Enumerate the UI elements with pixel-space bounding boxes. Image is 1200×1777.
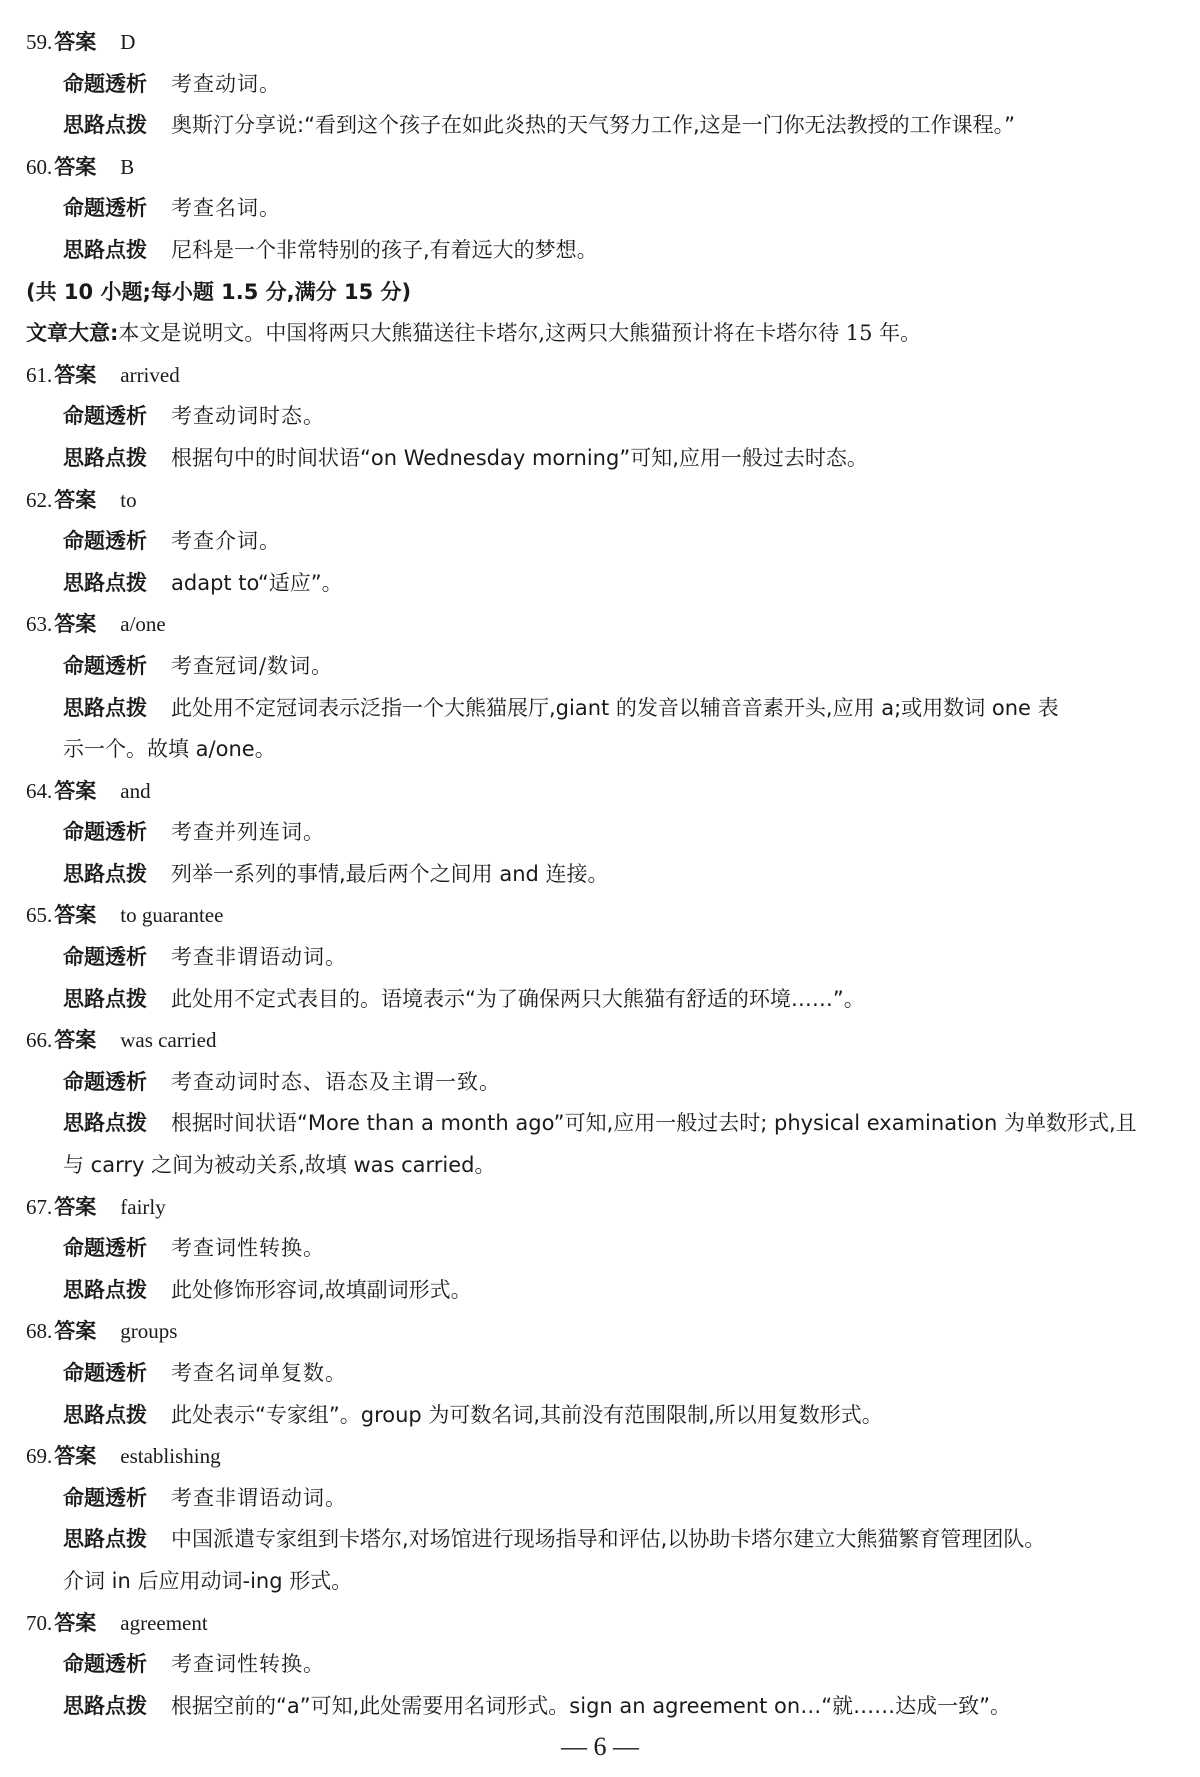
q68-answer: groups — [120, 1319, 178, 1344]
q69-answer-line — [26, 1436, 1180, 1478]
q60-tip: 尼科是一个非常特别的孩子,有着远大的梦想。 — [171, 237, 598, 262]
q67-analysis-line — [26, 1228, 1180, 1270]
q70-number: 70. — [26, 1610, 53, 1635]
q64-analysis: 考查并列连词。 — [171, 820, 325, 845]
q59-tip-line — [26, 105, 1180, 147]
q63-tip-continuation — [26, 729, 1180, 771]
q66-tip: 根据时间状语“More than a month ago”可知,应用一般过去时; physical examination 为单数形式,且 — [171, 1111, 1137, 1136]
q70-answer: agreement — [120, 1610, 208, 1635]
q69-analysis: 考查非谓语动词。 — [171, 1485, 347, 1510]
q61-analysis: 考查动词时态。 — [171, 404, 325, 429]
q63-tip-cont: 示一个。故填 a/one。 — [63, 737, 276, 762]
q59-analysis-line — [26, 64, 1180, 106]
q68-tip: 此处表示“专家组”。group 为可数名词,其前没有范围限制,所以用复数形式。 — [171, 1402, 883, 1427]
q65-tip: 此处用不定式表目的。语境表示“为了确保两只大熊猫有舒适的环境……”。 — [171, 986, 865, 1011]
q64-answer-line — [26, 771, 1180, 813]
q67-answer-line — [26, 1187, 1180, 1229]
q70-tip: 根据空前的“a”可知,此处需要用名词形式。sign an agreement on…“就……达成一致”。 — [171, 1693, 1011, 1718]
q66-number: 66. — [26, 1028, 53, 1053]
q63-tip-line — [26, 688, 1180, 730]
q66-analysis: 考查动词时态、语态及主谓一致。 — [171, 1069, 501, 1094]
q67-analysis: 考查词性转换。 — [171, 1236, 325, 1261]
article-summary: 本文是说明文。中国将两只大熊猫送往卡塔尔,这两只大熊猫预计将在卡塔尔待 15 年。 — [118, 321, 922, 346]
q61-tip-line — [26, 438, 1180, 480]
q65-analysis: 考查非谓语动词。 — [171, 945, 347, 970]
q70-analysis: 考查词性转换。 — [171, 1652, 325, 1677]
q67-tip: 此处修饰形容词,故填副词形式。 — [171, 1277, 472, 1302]
answer-label: 答案 — [54, 1444, 97, 1469]
q69-tip-line — [26, 1519, 1180, 1561]
q70-tip-line — [26, 1686, 1180, 1728]
q62-tip: adapt to“适应”。 — [171, 570, 343, 595]
tip-label: 思路点拨 — [63, 986, 147, 1011]
q60-analysis: 考查名词。 — [171, 196, 281, 221]
answer-label: 答案 — [54, 612, 97, 637]
q60-number: 60. — [26, 154, 53, 179]
q63-answer: a/one — [120, 612, 166, 637]
q66-tip-continuation — [26, 1145, 1180, 1187]
q63-tip: 此处用不定冠词表示泛指一个大熊猫展厅,giant 的发音以辅音音素开头,应用 a;或用数词 one 表 — [171, 695, 1059, 720]
q67-tip-line — [26, 1270, 1180, 1312]
answer-label: 答案 — [54, 1194, 97, 1219]
section-note: (共 10 小题;每小题 1.5 分,满分 15 分) — [26, 279, 412, 304]
tip-label: 思路点拨 — [63, 695, 147, 720]
q65-answer: to guarantee — [120, 903, 224, 928]
answer-label: 答案 — [54, 154, 97, 179]
analysis-label: 命题透析 — [63, 1236, 147, 1261]
analysis-label: 命题透析 — [63, 529, 147, 554]
q59-tip: 奥斯汀分享说:“看到这个孩子在如此炎热的天气努力工作,这是一门你无法教授的工作课程。” — [171, 113, 1016, 138]
q69-tip: 中国派遣专家组到卡塔尔,对场馆进行现场指导和评估,以协助卡塔尔建立大熊猫繁育管理团队。 — [171, 1527, 1046, 1552]
q66-answer: was carried — [120, 1028, 217, 1053]
q60-analysis-line — [26, 188, 1180, 230]
answer-label: 答案 — [54, 1028, 97, 1053]
q59-analysis: 考查动词。 — [171, 71, 281, 96]
q68-number: 68. — [26, 1319, 53, 1344]
q68-tip-line — [26, 1395, 1180, 1437]
q65-tip-line — [26, 979, 1180, 1021]
analysis-label: 命题透析 — [63, 71, 147, 96]
analysis-label: 命题透析 — [63, 945, 147, 970]
q59-number: 59. — [26, 30, 53, 54]
q66-analysis-line — [26, 1062, 1180, 1104]
q62-number: 62. — [26, 487, 53, 512]
tip-label: 思路点拨 — [63, 1402, 147, 1427]
q59-answer: D — [120, 30, 136, 54]
q62-analysis-line — [26, 521, 1180, 563]
q68-answer-line — [26, 1311, 1180, 1353]
q62-analysis: 考查介词。 — [171, 529, 281, 554]
q60-answer-line — [26, 147, 1180, 189]
q69-tip-cont: 介词 in 后应用动词-ing 形式。 — [63, 1568, 353, 1593]
q62-answer: to — [120, 487, 137, 512]
q63-analysis: 考查冠词/数词。 — [171, 653, 334, 678]
q68-analysis: 考查名词单复数。 — [171, 1361, 347, 1385]
q65-analysis-line — [26, 937, 1180, 979]
q70-analysis-line — [26, 1644, 1180, 1686]
tip-label: 思路点拨 — [63, 861, 147, 886]
q64-number: 64. — [26, 778, 53, 803]
tip-label: 思路点拨 — [63, 1277, 147, 1302]
q63-number: 63. — [26, 612, 53, 637]
analysis-label: 命题透析 — [63, 1361, 147, 1385]
q67-answer: fairly — [120, 1194, 166, 1219]
answer-label: 答案 — [54, 362, 97, 387]
q66-tip-cont: 与 carry 之间为被动关系,故填 was carried。 — [63, 1153, 496, 1178]
q69-answer: establishing — [120, 1444, 221, 1469]
q66-answer-line — [26, 1020, 1180, 1062]
answer-label: 答案 — [54, 1319, 97, 1344]
q61-answer-line — [26, 355, 1180, 397]
tip-label: 思路点拨 — [63, 445, 147, 470]
tip-label: 思路点拨 — [63, 1527, 147, 1552]
analysis-label: 命题透析 — [63, 1485, 147, 1510]
q61-analysis-line — [26, 396, 1180, 438]
q68-analysis-line — [26, 1353, 1180, 1395]
answer-label: 答案 — [54, 1610, 97, 1635]
answer-label: 答案 — [54, 903, 97, 928]
q63-answer-line — [26, 604, 1180, 646]
q59-answer-line — [26, 22, 1180, 64]
q60-answer: B — [120, 154, 135, 179]
analysis-label: 命题透析 — [63, 653, 147, 678]
q64-answer: and — [120, 778, 151, 803]
q62-answer-line — [26, 480, 1180, 522]
q62-tip-line — [26, 563, 1180, 605]
tip-label: 思路点拨 — [63, 570, 147, 595]
q64-tip: 列举一系列的事情,最后两个之间用 and 连接。 — [171, 861, 609, 886]
q70-answer-line — [26, 1603, 1180, 1645]
answer-label: 答案 — [54, 487, 97, 512]
analysis-label: 命题透析 — [63, 404, 147, 429]
analysis-label: 命题透析 — [63, 820, 147, 845]
page-number: — 6 — — [561, 1732, 639, 1761]
analysis-label: 命题透析 — [63, 196, 147, 221]
q60-tip-line — [26, 230, 1180, 272]
answer-label: 答案 — [54, 30, 97, 54]
tip-label: 思路点拨 — [63, 1111, 147, 1136]
q64-tip-line — [26, 854, 1180, 896]
q69-number: 69. — [26, 1444, 53, 1469]
q64-analysis-line — [26, 812, 1180, 854]
q69-analysis-line — [26, 1478, 1180, 1520]
article-summary-line — [26, 313, 1180, 355]
q61-number: 61. — [26, 362, 53, 387]
q61-answer: arrived — [120, 362, 180, 387]
tip-label: 思路点拨 — [63, 237, 147, 262]
q66-tip-line — [26, 1103, 1180, 1145]
tip-label: 思路点拨 — [63, 1693, 147, 1718]
q69-tip-continuation — [26, 1561, 1180, 1603]
answer-label: 答案 — [54, 778, 97, 803]
q65-answer-line — [26, 895, 1180, 937]
summary-label: 文章大意: — [26, 321, 119, 346]
analysis-label: 命题透析 — [63, 1069, 147, 1094]
q63-analysis-line — [26, 646, 1180, 688]
q67-number: 67. — [26, 1194, 53, 1219]
q65-number: 65. — [26, 903, 53, 928]
analysis-label: 命题透析 — [63, 1652, 147, 1677]
q61-tip: 根据句中的时间状语“on Wednesday morning”可知,应用一般过去时态。 — [171, 445, 868, 470]
tip-label: 思路点拨 — [63, 113, 147, 138]
